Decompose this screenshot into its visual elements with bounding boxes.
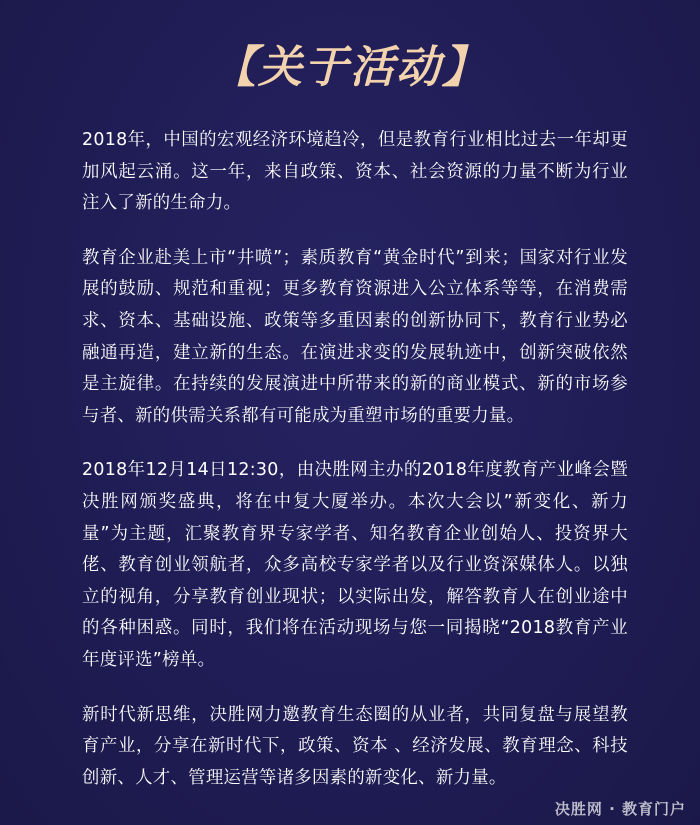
watermark-logo: 决胜网 · 教育门户: [554, 800, 686, 818]
paragraph-4: 新时代新思维，决胜网力邀教育生态圈的从业者，共同复盘与展望教育产业，分享在新时代下，政策、资本 、经济发展、教育理念、科技创新、人才、管理运营等诸多因素的新变化、新力量。: [82, 704, 628, 788]
paragraph-3: 2018年12月14日12:30，由决胜网主办的2018年度教育产业峰会暨决胜网颁奖盛典，将在中复大厦举办。本次大会以”新变化、新力量”为主题，汇聚教育界专家学者、知名教育企业创始人、投资界大佬、教育创业领航者，众多高校专家学者以及行业资深媒体人。以独立的视角，分享教育创业现状；以实际出发，解答教育人在创业途中的各种困惑。同时，我们将在活动现场与您一同揭晓“2018教育产业年度评选”榜单。: [82, 460, 628, 670]
section-title: 【关于活动】: [212, 42, 488, 93]
article-body: [82, 125, 628, 817]
paragraph-1: 2018年，中国的宏观经济环境趋冷，但是教育行业相比过去一年却更加风起云涌。这一年，来自政策、资本、社会资源的力量不断为行业注入了新的生命力。: [82, 130, 628, 214]
paragraph-2: 教育企业赴美上市“井喷”；素质教育“黄金时代”到来；国家对行业发展的鼓励、规范和重视；更多教育资源进入公立体系等等，在消费需求、资本、基础设施、政策等多重因素的创新协同下，教育行业势必融通再造，建立新的生态。在演进求变的发展轨迹中，创新突破依然是主旋律。在持续的发展演进中所带来的新的商业模式、新的市场参与者、新的供需关系都有可能成为重塑市场的重要力量。: [82, 247, 628, 426]
